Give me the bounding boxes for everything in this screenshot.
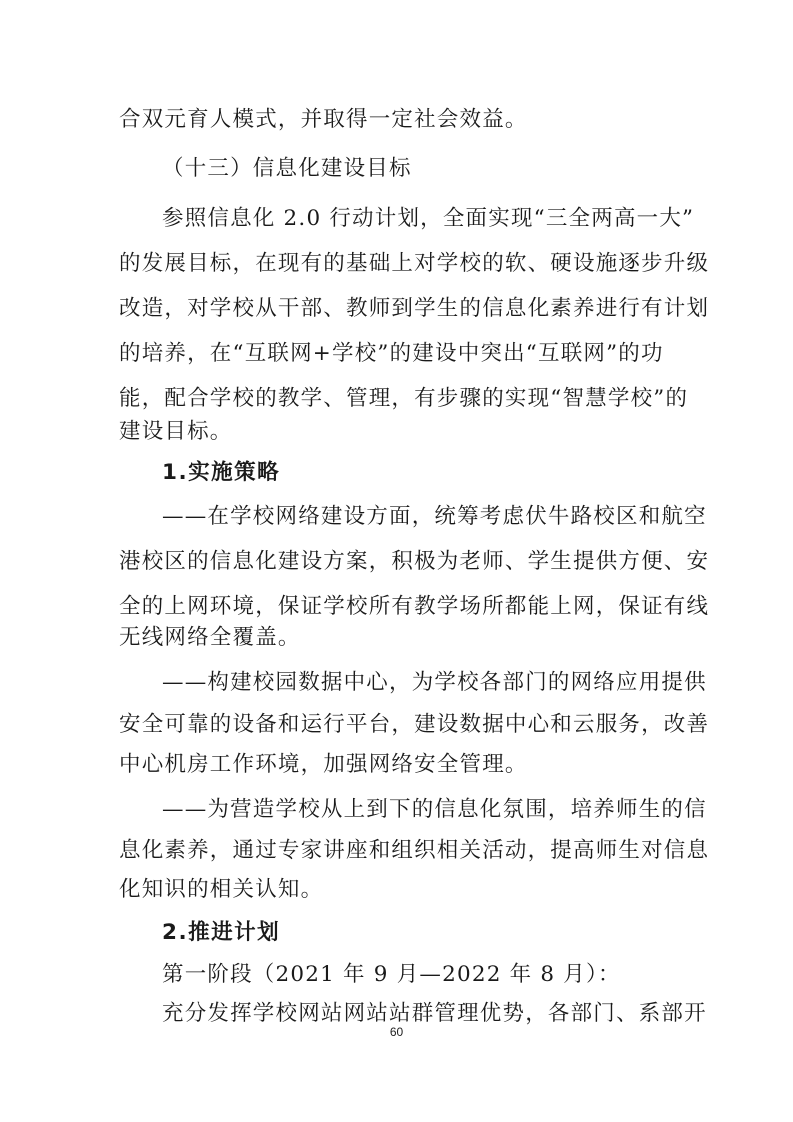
body-text-line: 安全可靠的设备和运行平台，建设数据中心和云服务，改善 (119, 712, 710, 737)
body-text-line: 参照信息化 2.0 行动计划，全面实现“三全两高一大” (162, 206, 695, 231)
body-text-line: 合双元育人模式，并取得一定社会效益。 (119, 107, 528, 132)
body-text-line: 的培养，在“互联网+学校”的建设中突出“互联网”的功 (119, 341, 664, 366)
body-text-line: 第一阶段（2021 年 9 月—2022 年 8 月）： (162, 962, 621, 987)
body-text-line: 全的上网环境，保证学校所有教学场所都能上网，保证有线 (119, 594, 710, 619)
page-number: 60 (389, 1025, 404, 1039)
body-text-line: 化知识的相关认知。 (119, 877, 324, 902)
subsection-heading: 2.推进计划 (162, 920, 281, 945)
body-text-line: 中心机房工作环境，加强网络安全管理。 (119, 752, 528, 777)
body-text-line: 充分发挥学校网站网站站群管理优势，各部门、系部开 (162, 1001, 707, 1026)
body-text-line: 无线网络全覆盖。 (119, 625, 301, 650)
subsection-heading: 1.实施策略 (162, 460, 281, 485)
body-text-line: ——构建校园数据中心，为学校各部门的网络应用提供 (162, 670, 707, 695)
body-text-line: ——为营造学校从上到下的信息化氛围，培养师生的信 (162, 797, 707, 822)
section-heading: （十三）信息化建设目标 (162, 156, 412, 181)
body-text-line: 能，配合学校的教学、管理，有步骤的实现“智慧学校”的 (119, 386, 689, 411)
body-text-line: 改造，对学校从干部、教师到学生的信息化素养进行有计划 (119, 296, 710, 321)
body-text-line: 的发展目标，在现有的基础上对学校的软、硬设施逐步升级 (119, 251, 710, 276)
body-text-line: 息化素养，通过专家讲座和组织相关活动，提高师生对信息 (119, 838, 710, 863)
body-text-line: 港校区的信息化建设方案，积极为老师、学生提供方便、安 (119, 549, 710, 574)
body-text-line: ——在学校网络建设方面，统筹考虑伏牛路校区和航空 (162, 504, 707, 529)
body-text-line: 建设目标。 (119, 419, 233, 444)
